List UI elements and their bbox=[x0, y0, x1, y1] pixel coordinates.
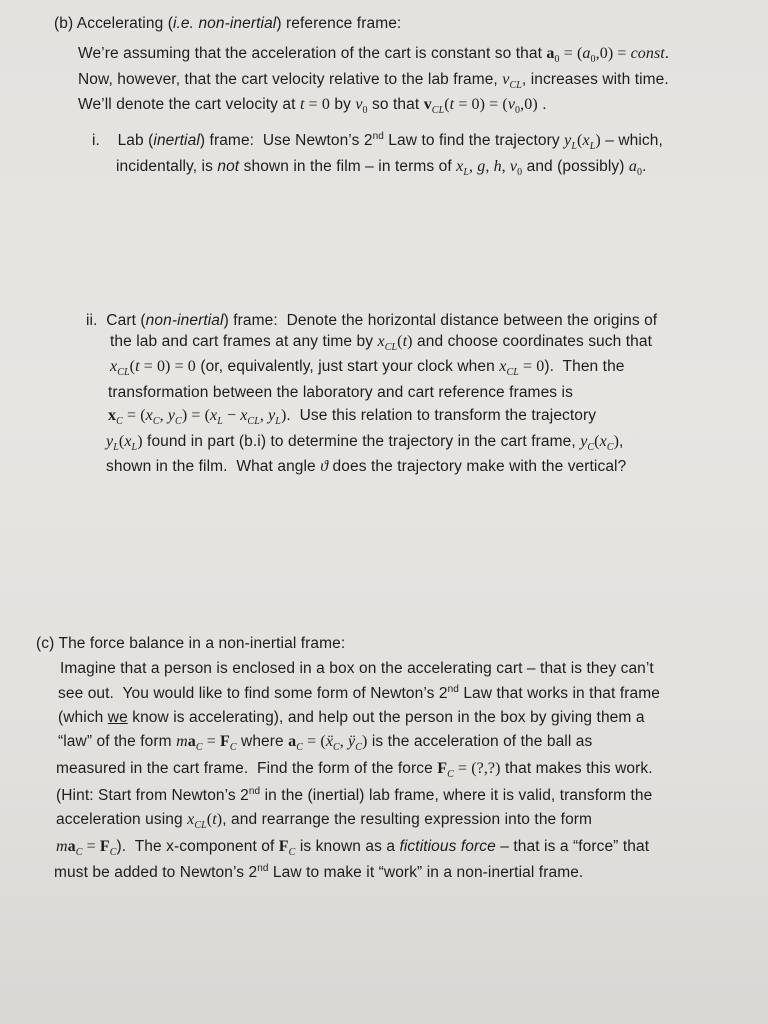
item-ii-line-7: shown in the film. What angle ϑ does the trajectory make with the vertical? bbox=[106, 458, 627, 475]
part-b-intro-line-1: We’re assuming that the acceleration of the cart is constant so that $a_0 = (a_0,0)$ = const. bbox=[78, 45, 669, 66]
part-c-line-6: (Hint: Start from Newton’s 2nd in the (inertial) lab frame, where it is valid, transform the bbox=[56, 785, 653, 804]
part-c-line-8: $ma_C = F_C$). The x-component of $F_C$ is known as a fictitious force – that is a “force” that bbox=[56, 838, 650, 859]
item-i-line-1: i. Lab (inertial) frame: Use Newton’s 2nd Law to find the trajectory $y_L(x_L)$ – which, bbox=[92, 130, 663, 153]
item-ii-line-1: ii. Cart (non-inertial) frame: Denote the horizontal distance between the origins of bbox=[86, 312, 658, 329]
item-ii-line-3: $x_{CL}(t = 0) = 0$ (or, equivalently, just start your clock when $x_{CL} = 0$). Then the bbox=[110, 358, 625, 379]
item-ii-line-6: $y_L(x_L)$ found in part (b.i) to determine the trajectory in the cart frame, $y_C(x_C)$, bbox=[106, 433, 624, 454]
part-c-line-5: measured in the cart frame. Find the form of the force $F_C$ = (?,?) that makes this work. bbox=[56, 760, 653, 781]
part-c-line-3: (which we know is accelerating), and help out the person in the box by giving them a bbox=[58, 709, 645, 726]
part-c-line-4: “law” of the form $ma_C = F_C$ where $a_C$ = (ẍ$_C$, $ÿ_C$) is the acceleration of the ball as bbox=[58, 733, 593, 754]
part-b-intro-line-2: Now, however, that the cart velocity relative to the lab frame, $v_{CL}$, increases with time. bbox=[78, 71, 669, 92]
part-c-line-7: acceleration using $x_{CL}(t)$, and rearrange the resulting expression into the form bbox=[56, 811, 593, 832]
part-b-heading: (b) Accelerating (i.e. non-inertial) reference frame: bbox=[54, 15, 402, 32]
item-ii-line-5: $x_C = (x_C$, $y_C) = (x_L - x_{CL}$, $y_L$). Use this relation to transform the trajectory bbox=[108, 407, 597, 428]
part-c-line-1: Imagine that a person is enclosed in a box on the accelerating cart – that is they can’t bbox=[60, 660, 654, 677]
part-c-line-2: see out. You would like to find some form of Newton’s 2nd Law that works in that frame bbox=[58, 683, 660, 702]
part-c-line-9: must be added to Newton’s 2nd Law to make it “work” in a non-inertial frame. bbox=[54, 862, 584, 881]
item-ii-line-2: the lab and cart frames at any time by $x_{CL}(t)$ and choose coordinates such that bbox=[110, 333, 652, 354]
part-b-intro-line-3: We’ll denote the cart velocity at t = 0 by $v_0$ so that $v_{CL}(t = 0) = (v_0,0)$ . bbox=[78, 96, 547, 117]
item-ii-line-4: transformation between the laboratory and cart reference frames is bbox=[108, 384, 573, 401]
item-i-line-2: incidentally, is not shown in the film – in terms of $x_L$, g, h, $v_0$ and (possibly) $a_0$. bbox=[116, 158, 647, 179]
part-c-heading: (c) The force balance in a non-inertial frame: bbox=[36, 635, 346, 652]
